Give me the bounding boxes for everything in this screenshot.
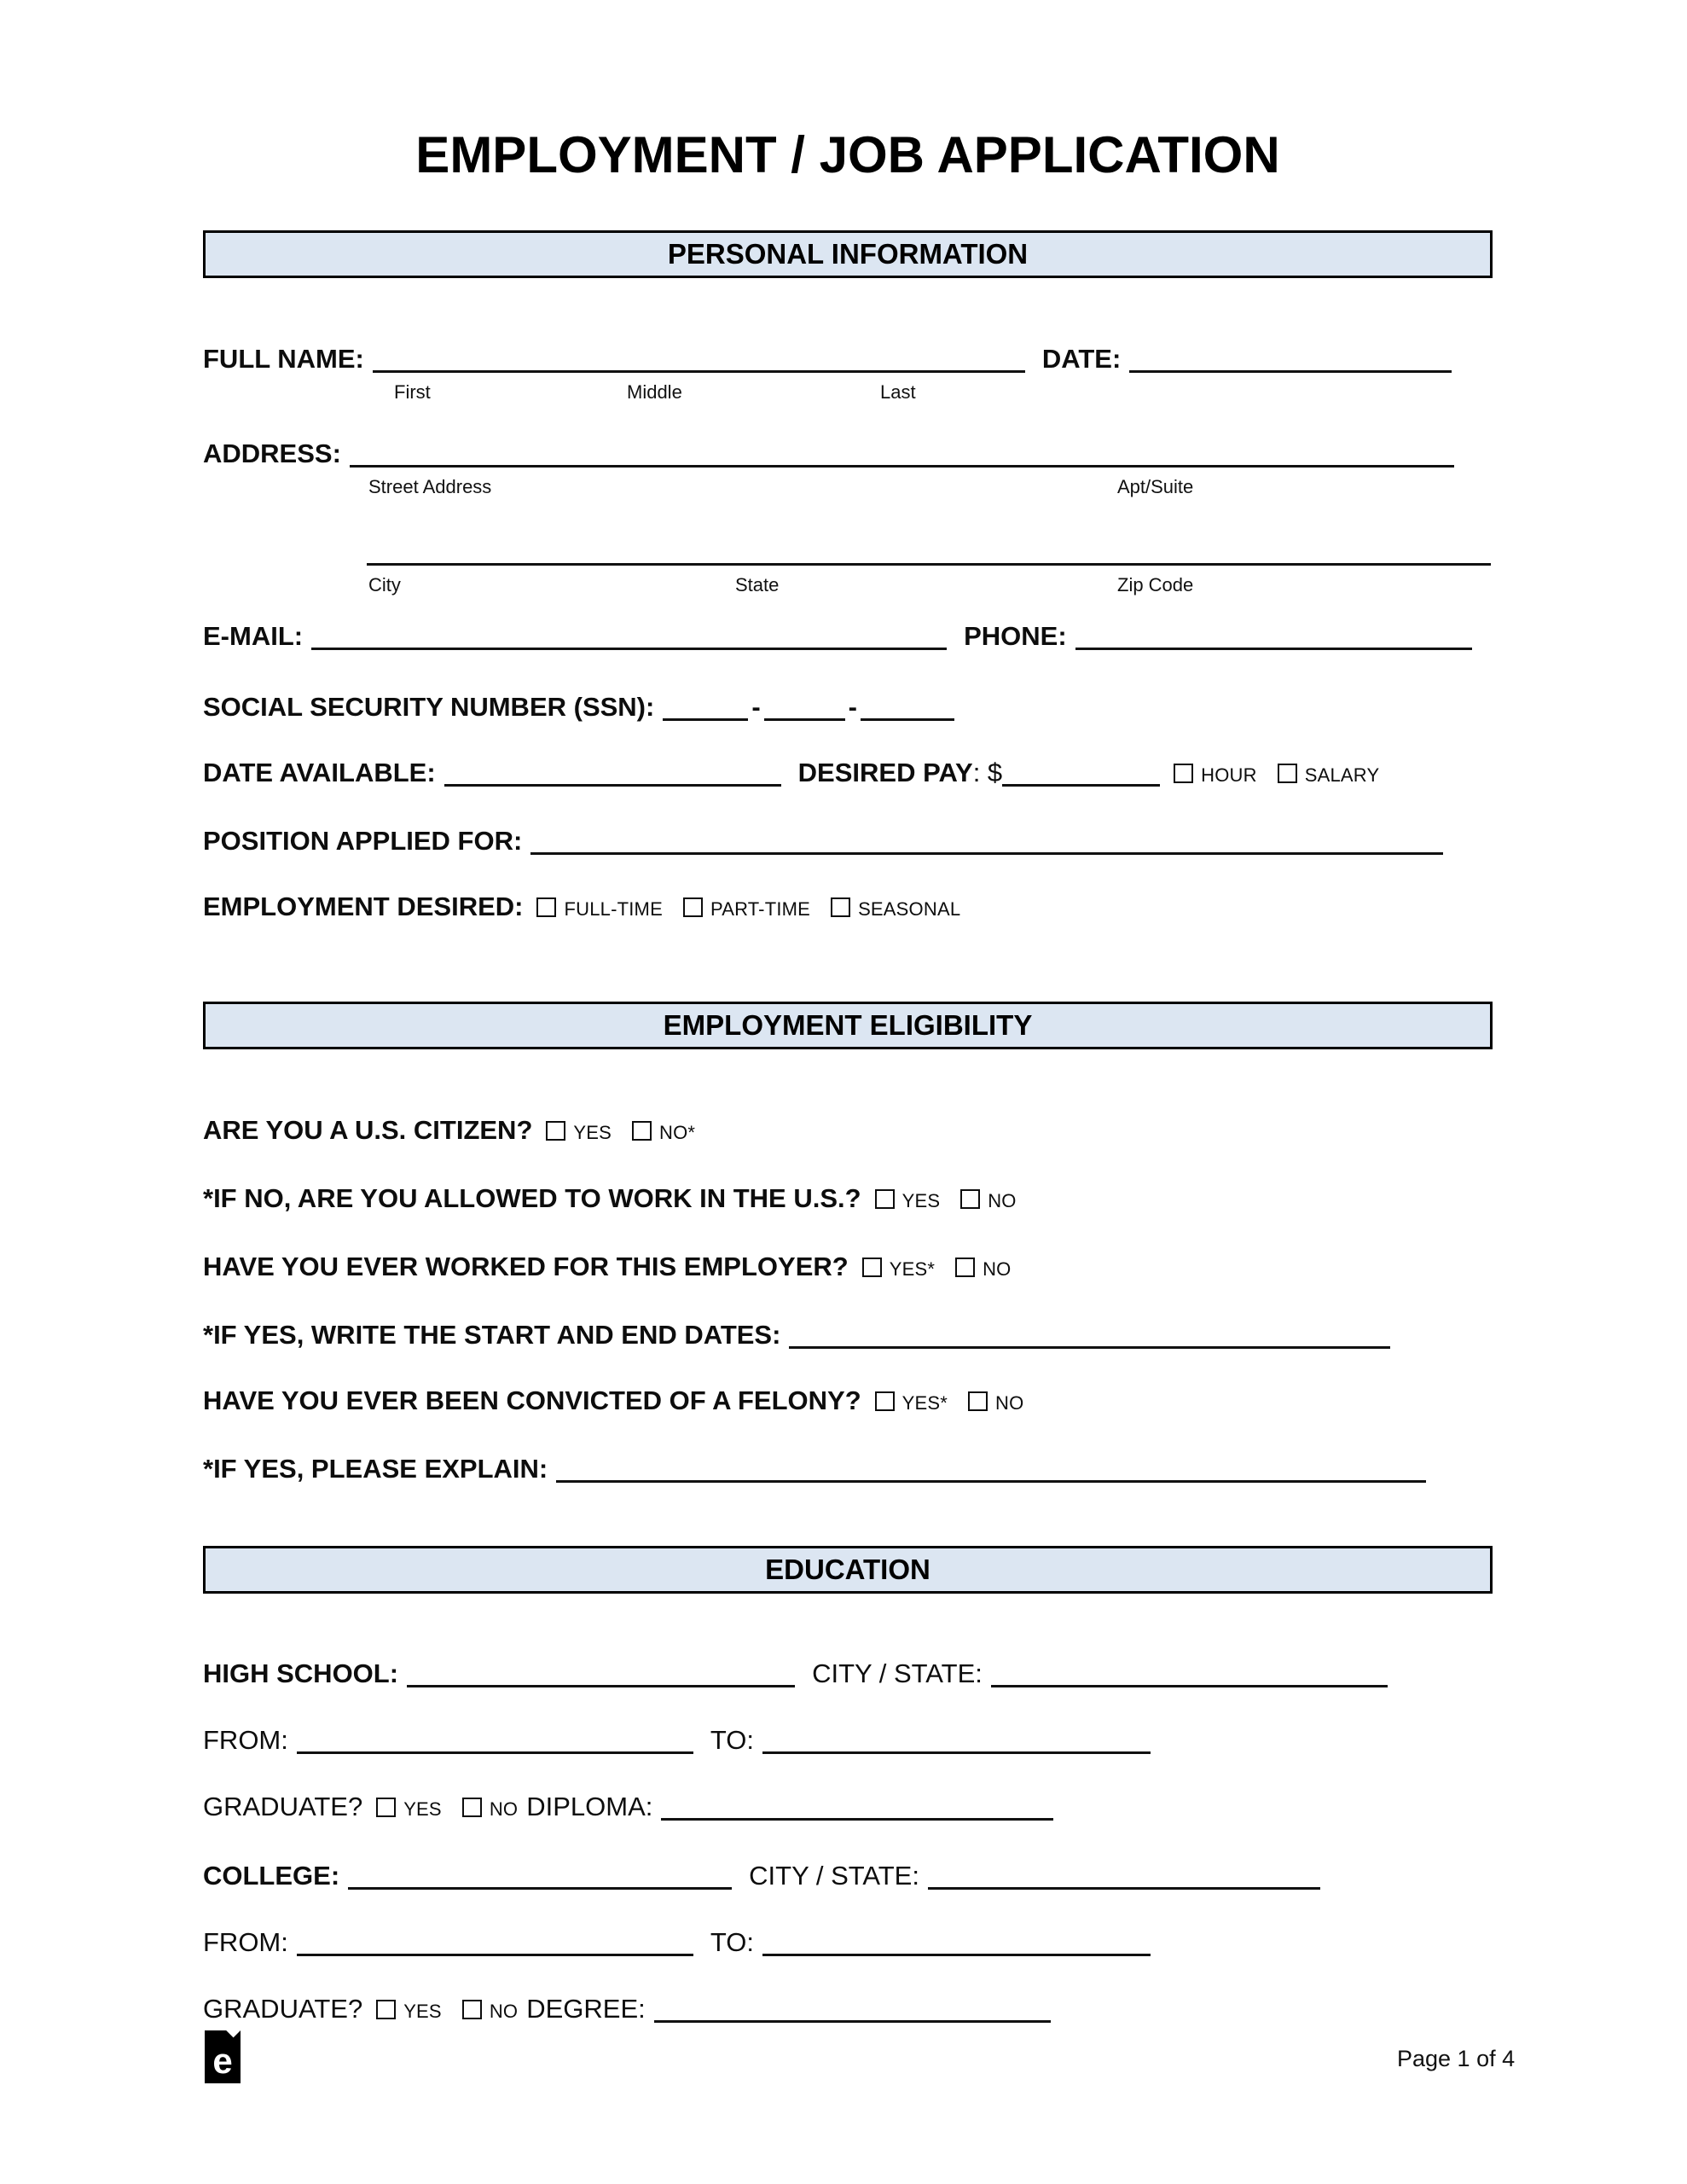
form-page: [203, 0, 1493, 2027]
ssn-row: [203, 691, 1493, 723]
desired-pay-line[interactable]: [1002, 784, 1160, 787]
salary-label: SALARY: [1304, 764, 1380, 786]
felony-yes-checkbox[interactable]: [875, 1391, 895, 1411]
start-end-dates-row: [203, 1319, 1493, 1350]
state-sublabel: State: [735, 574, 780, 595]
ssn-dash-1: -: [751, 692, 761, 722]
high-school-row: [203, 1658, 1493, 1689]
college-from-to-row: [203, 1926, 1493, 1958]
worked-no-checkbox[interactable]: [955, 1258, 975, 1277]
address-row-2: [203, 536, 1493, 567]
college-to-label: TO:: [710, 1927, 754, 1957]
eforms-logo: [205, 2030, 241, 2083]
hs-city-state-label: CITY / STATE:: [812, 1658, 983, 1688]
allowed-yes-label: YES: [901, 1190, 941, 1211]
part-time-checkbox[interactable]: [683, 897, 703, 917]
hs-graduate-label: GRADUATE?: [203, 1792, 363, 1821]
address-sublabels: [203, 476, 1493, 498]
citizen-no-option: [632, 1122, 695, 1143]
allowed-no-label: NO: [988, 1190, 1017, 1211]
email-label: E-MAIL:: [203, 621, 304, 651]
citizen-yes-option: [546, 1122, 612, 1143]
email-line[interactable]: [311, 648, 947, 650]
desired-pay-punct: : $: [972, 758, 1003, 787]
ssn-part3-line[interactable]: [861, 718, 954, 721]
college-city-state-line[interactable]: [928, 1887, 1320, 1890]
ssn-dash-2: -: [848, 692, 857, 722]
citizen-yes-checkbox[interactable]: [546, 1121, 565, 1141]
desired-pay-label: DESIRED PAY: [797, 758, 973, 787]
apt-suite-sublabel: Apt/Suite: [1117, 476, 1194, 497]
full-name-row: [203, 343, 1493, 375]
hs-graduate-row: [203, 1791, 1493, 1825]
ssn-label: SOCIAL SECURITY NUMBER (SSN):: [203, 692, 655, 722]
college-graduate-label: GRADUATE?: [203, 1994, 363, 2024]
address-row: [203, 438, 1493, 469]
date-label: DATE:: [1041, 344, 1122, 374]
date-line[interactable]: [1129, 370, 1452, 373]
college-from-line[interactable]: [297, 1954, 693, 1956]
college-graduate-yes-option: [376, 2001, 442, 2022]
worked-no-label: NO: [983, 1258, 1012, 1280]
hs-city-state-line[interactable]: [991, 1685, 1388, 1687]
felony-yes-option: [875, 1392, 948, 1414]
degree-line[interactable]: [654, 2020, 1051, 2023]
eforms-logo-letter: e: [212, 2041, 233, 2081]
last-sublabel: Last: [880, 381, 916, 403]
full-time-label: FULL-TIME: [564, 898, 663, 920]
college-from-label: FROM:: [203, 1927, 288, 1957]
allowed-no-option: [960, 1190, 1016, 1211]
felony-question: HAVE YOU EVER BEEN CONVICTED OF A FELONY?: [203, 1385, 861, 1415]
page-title: EMPLOYMENT / JOB APPLICATION: [415, 126, 1280, 183]
street-address-line[interactable]: [350, 465, 1454, 468]
phone-label: PHONE:: [964, 621, 1067, 651]
middle-sublabel: Middle: [627, 381, 682, 403]
start-end-dates-line[interactable]: [789, 1346, 1390, 1349]
position-applied-line[interactable]: [530, 852, 1443, 855]
pay-row: [203, 757, 1493, 791]
allowed-to-work-row: [203, 1182, 1493, 1217]
address-sublabels-2: [203, 574, 1493, 596]
street-sublabel: Street Address: [368, 476, 492, 497]
college-row: [203, 1860, 1493, 1891]
page-number: Page 1 of 4: [1397, 2046, 1516, 2071]
citizen-no-checkbox[interactable]: [632, 1121, 652, 1141]
college-to-line[interactable]: [762, 1954, 1151, 1956]
high-school-line[interactable]: [407, 1685, 795, 1687]
college-graduate-yes-checkbox[interactable]: [376, 2000, 396, 2019]
college-graduate-no-label: NO: [489, 2001, 519, 2022]
full-name-line[interactable]: [373, 370, 1025, 373]
hour-label: HOUR: [1201, 764, 1257, 786]
hs-graduate-yes-label: YES: [403, 1798, 442, 1820]
hs-graduate-no-option: [462, 1798, 518, 1820]
dates-prompt: *IF YES, WRITE THE START AND END DATES:: [203, 1320, 781, 1350]
hs-to-label: TO:: [710, 1725, 754, 1755]
ssn-part1-line[interactable]: [663, 718, 748, 721]
hour-option: [1174, 764, 1257, 786]
felony-no-option: [968, 1392, 1023, 1414]
diploma-label: DIPLOMA:: [526, 1792, 653, 1821]
allowed-yes-checkbox[interactable]: [875, 1189, 895, 1209]
full-time-checkbox[interactable]: [536, 897, 556, 917]
personal-information-header: PERSONAL INFORMATION: [203, 230, 1493, 278]
citizen-no-label: NO*: [659, 1122, 696, 1143]
worked-no-option: [955, 1258, 1011, 1280]
allowed-question: *IF NO, ARE YOU ALLOWED TO WORK IN THE U.S.?: [203, 1183, 861, 1213]
allowed-no-checkbox[interactable]: [960, 1189, 980, 1209]
college-graduate-no-option: [462, 2001, 518, 2022]
salary-option: [1278, 764, 1380, 786]
zip-code-sublabel: Zip Code: [1117, 574, 1194, 595]
date-available-label: DATE AVAILABLE:: [203, 758, 436, 787]
high-school-label: HIGH SCHOOL:: [203, 1658, 399, 1688]
worked-before-row: [203, 1251, 1493, 1285]
worked-question: HAVE YOU EVER WORKED FOR THIS EMPLOYER?: [203, 1252, 849, 1281]
explain-prompt: *IF YES, PLEASE EXPLAIN:: [203, 1454, 548, 1484]
position-applied-label: POSITION APPLIED FOR:: [203, 826, 523, 856]
hs-graduate-yes-checkbox[interactable]: [376, 1798, 396, 1817]
citizen-yes-label: YES: [573, 1122, 612, 1143]
name-sublabels: [203, 381, 1493, 404]
date-available-line[interactable]: [444, 784, 781, 787]
full-name-label: FULL NAME:: [203, 344, 364, 374]
employment-desired-label: EMPLOYMENT DESIRED:: [203, 892, 524, 921]
citizen-question: ARE YOU A U.S. CITIZEN?: [203, 1115, 533, 1145]
hour-checkbox[interactable]: [1174, 764, 1193, 783]
college-graduate-no-checkbox[interactable]: [462, 2000, 482, 2019]
city-sublabel: City: [368, 574, 401, 595]
full-time-option: [536, 898, 662, 920]
felony-row: [203, 1385, 1493, 1419]
hs-graduate-yes-option: [376, 1798, 442, 1820]
employment-desired-row: [203, 891, 1493, 925]
diploma-line[interactable]: [661, 1818, 1053, 1821]
hs-from-label: FROM:: [203, 1725, 288, 1755]
explain-line[interactable]: [556, 1480, 1426, 1483]
phone-line[interactable]: [1075, 648, 1472, 650]
seasonal-label: SEASONAL: [858, 898, 961, 920]
worked-yes-checkbox[interactable]: [862, 1258, 882, 1277]
citizen-row: [203, 1114, 1493, 1148]
degree-label: DEGREE:: [526, 1994, 646, 2024]
worked-yes-option: [862, 1258, 935, 1280]
hs-to-line[interactable]: [762, 1751, 1151, 1754]
email-phone-row: [203, 620, 1493, 652]
part-time-option: [683, 898, 810, 920]
college-graduate-row: [203, 1993, 1493, 2027]
salary-checkbox[interactable]: [1278, 764, 1297, 783]
hs-graduate-no-label: NO: [489, 1798, 519, 1820]
hs-from-to-row: [203, 1724, 1493, 1756]
address-label: ADDRESS:: [203, 439, 341, 468]
allowed-yes-option: [875, 1190, 941, 1211]
college-line[interactable]: [348, 1887, 732, 1890]
college-city-state-label: CITY / STATE:: [749, 1861, 919, 1891]
college-label: COLLEGE:: [203, 1861, 340, 1891]
seasonal-checkbox[interactable]: [831, 897, 850, 917]
college-graduate-yes-label: YES: [403, 2001, 442, 2022]
employment-eligibility-header: EMPLOYMENT ELIGIBILITY: [203, 1002, 1493, 1049]
city-state-zip-line[interactable]: [367, 563, 1491, 566]
explain-row: [203, 1453, 1493, 1484]
worked-yes-label: YES*: [889, 1258, 936, 1280]
felony-yes-label: YES*: [901, 1392, 948, 1414]
felony-no-checkbox[interactable]: [968, 1391, 988, 1411]
hs-graduate-no-checkbox[interactable]: [462, 1798, 482, 1817]
ssn-part2-line[interactable]: [764, 718, 845, 721]
seasonal-option: [831, 898, 960, 920]
hs-from-line[interactable]: [297, 1751, 693, 1754]
part-time-label: PART-TIME: [710, 898, 811, 920]
first-sublabel: First: [394, 381, 431, 403]
education-header: EDUCATION: [203, 1546, 1493, 1594]
position-row: [203, 825, 1493, 857]
felony-no-label: NO: [995, 1392, 1024, 1414]
